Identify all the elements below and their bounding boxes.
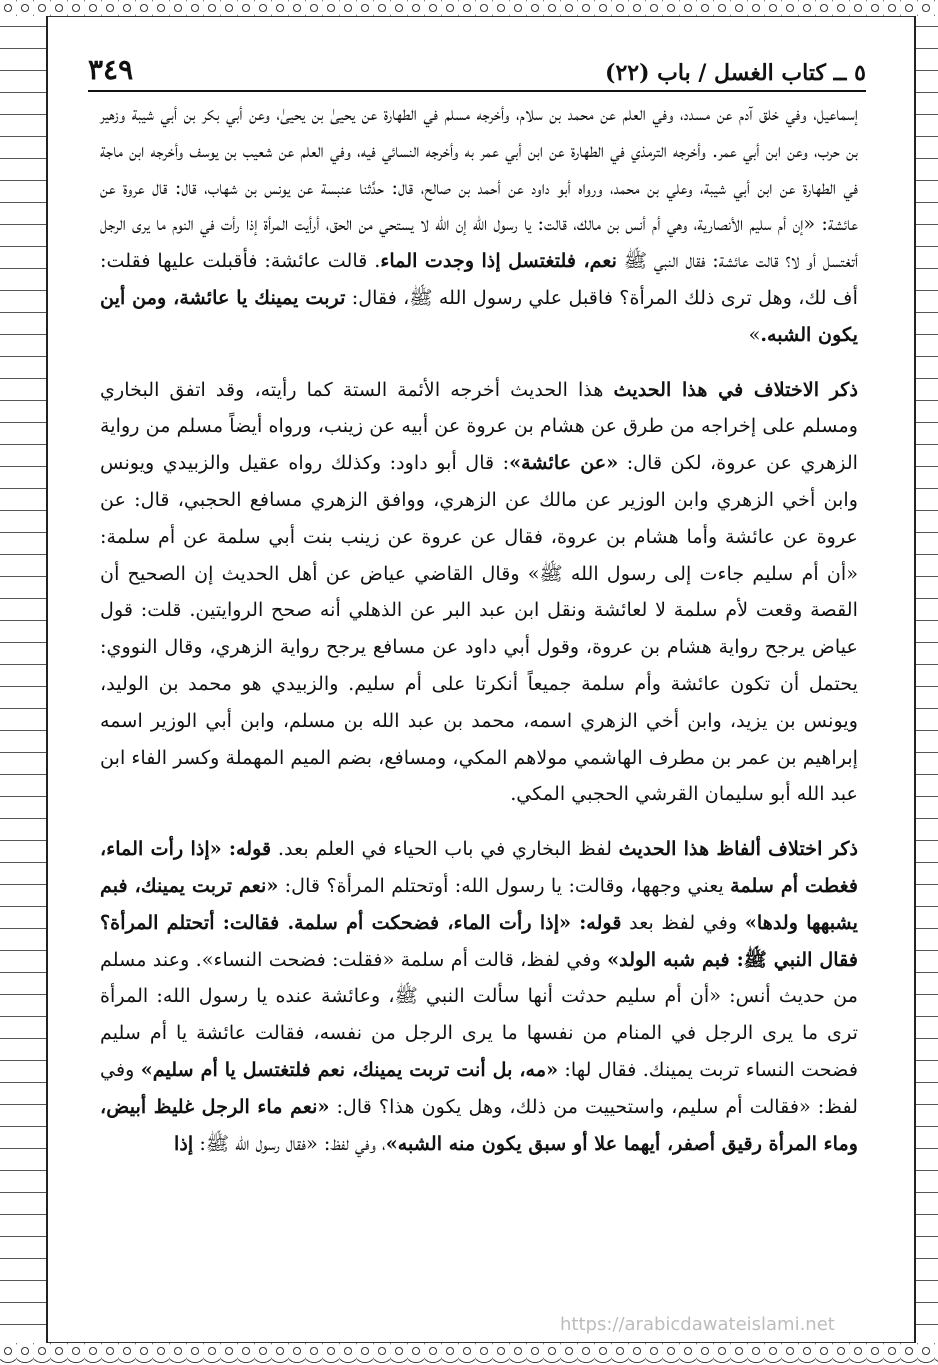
bold-text-run: «عن عائشة» bbox=[509, 451, 619, 475]
text-run: : قال أبو داود: وكذلك رواه عقيل والزبيدي ويونس وابن أخي الزهري وابن الوزير عن مالك عن الزهري، ووافق الزهري مسافع الحجبي، قال: عن عروة عن عائشة وأما هشام بن عروة، فقال عن عروة عن زينب بنت أبي سلمة عن أم سلمة: «أن أم سليم جاءت إلى رسول الله ﷺ» وقال القاضي عياض عن أهل الحديث إن الصحيح أن القصة وقعت لأم سلمة لا لعائشة ونقل ابن عبد البر عن الذهلي أنه صحح الروايتين. قلت: قول عياض يرجح رواية هشام بن عروة، وقول أبي داود عن مسافع يرجح رواية الزهري، وقال النووي: يحتمل أن تكون عائشة وأم سلمة جميعاً أنكرتا على أم سليم. والزبيدي هو محمد بن الوليد، ويونس بن يزيد، وابن أخي الزهري اسمه، محمد بن عبد الله بن مسلم، وابن أبي الوزير اسمه إبراهيم بن عمر بن مطرف الهاشمي مولاهم المكي، ومسافع، بضم الميم المهملة وكسر الفاء ابن عبد الله أبو سليمان القرشي الحجبي المكي. bbox=[100, 451, 858, 806]
paragraph-3 bbox=[100, 831, 858, 1162]
bold-text-run: «نعم ماء الرجل غليظ أبيض، وماء المرأة رقيق أصفر، أيهما علا أو سبق يكون منه الشبه» bbox=[100, 1094, 858, 1155]
page-border-right bbox=[914, 16, 938, 1343]
page-header bbox=[88, 44, 866, 92]
bold-text-run: تربت يمينك يا عائشة، ومن أين يكون الشبه. bbox=[100, 285, 858, 346]
text-run: وفي لفظ بعد bbox=[621, 910, 745, 934]
bold-text-run: «مه، بل أنت تربت يمينك، نعم فلتغتسل يا أم سليم» bbox=[140, 1057, 559, 1081]
page-border-left bbox=[0, 16, 48, 1343]
text-run: وفي لفظ، قالت أم سلمة «فقلت: فضحت النساء». وعند مسلم من حديث أنس: «أن أم سليم حدثت أنها سألت النبي ﷺ، وعائشة عنده يا رسول الله: المرأة ترى ما يرى الرجل في المنام من نفسها ما يرى الرجل من نفسه، فقالت عائشة يا أم سليم فضحت النساء تربت يمينك. فقال لها: bbox=[100, 947, 858, 1081]
text-run: إسماعيل، وفي خلق آدم عن مسدد، وفي العلم عن محمد بن سلام، وأخرجه مسلم في الطهارة عن يحيىٰ بن يحيىٰ، وعن أبي بكر بن أبي شيبة وزهير بن حرب، وعن ابن أبي عمر. وأخرجه الترمذي في الطهارة عن ابن أبي عمر به وأخرجه النسائي فيه، وفي العلم عن شعيب بن يوسف وأخرجه ابن ماجة في الطهارة عن ابن أبي شيبة، وعلي بن محمد، ورواه أبو داود عن أحمد بن صالح، قال: حدَّثنا عنبسة عن يونس بن شهاب، قال: قال عروة عن عائشة: bbox=[100, 102, 858, 236]
running-head: ٥ ــ كتاب الغسل / باب (٢٢) bbox=[605, 60, 866, 86]
text-run: «إن أم سليم الأنصارية، وهي أم أنس بن مالك، قالت: يا رسول الله إن الله لا يستحي من الحق، أرأيت المرأة إذا رأت في النوم ما يرى الرجل أتغتسل أو لا؟ قالت عائشة: فقال النبي ﷺ bbox=[100, 212, 859, 273]
bold-text-run: إذا bbox=[174, 1131, 194, 1155]
bold-text-run: «نعم تربت يمينك، فبم يشبهها ولدها» bbox=[100, 873, 858, 934]
page-body bbox=[100, 96, 858, 1325]
bold-text-run: نعم، فلتغتسل إذا وجدت الماء bbox=[380, 249, 618, 273]
bold-text-run: ذكر الاختلاف في هذا الحديث bbox=[613, 377, 858, 401]
text-run: يعني وجهها، وقالت: يا رسول الله: أوتحتلم المرأة؟ قال: bbox=[278, 873, 731, 897]
page-number: ٣٤٩ bbox=[88, 53, 134, 86]
paragraph-2 bbox=[100, 372, 858, 814]
bold-text-run: قوله: «إذا رأت الماء، فضحكت أم سلمة. فقالت: أتحتلم المرأة؟ فقال النبي ﷺ: فبم شبه الولد» bbox=[100, 910, 858, 971]
page-border-top bbox=[0, 0, 938, 17]
text-run: وفي لفظ: «فقالت أم سليم، واستحييت من ذلك، وهل يكون هذا؟ قال: bbox=[100, 1057, 858, 1118]
page-border-bottom bbox=[0, 1342, 938, 1365]
watermark-url: https://arabicdawateislami.net bbox=[560, 1314, 835, 1335]
text-run: لفظ البخاري في باب الحياء في العلم بعد. bbox=[271, 837, 619, 861]
bold-text-run: ذكر اختلاف ألفاظ هذا الحديث bbox=[618, 837, 858, 861]
paragraph-separator bbox=[100, 354, 858, 372]
paragraph-separator bbox=[100, 813, 858, 831]
text-run: هذا الحديث أخرجه الأئمة الستة كما رأيته، وقد اتفق البخاري ومسلم على إخراجه من طرق عن هشام بن عروة عن أبيه عن زينب، ورواه أيضاً مسلم من رواية الزهري عن عروة، لكن قال: bbox=[100, 377, 859, 475]
text-run: » bbox=[748, 322, 761, 346]
bold-text-run: قوله: «إذا رأت الماء، فغطت أم سلمة bbox=[100, 837, 859, 897]
text-run: . قالت عائشة: فأقبلت عليها فقلت: أف لك، وهل ترى ذلك المرأة؟ فاقبل علي رسول الله ﷺ، فقال: bbox=[100, 249, 858, 309]
text-run: ، وفي لفظ: «فقال رسول الله ﷺ: bbox=[193, 1131, 386, 1155]
paragraph-1 bbox=[100, 96, 858, 354]
